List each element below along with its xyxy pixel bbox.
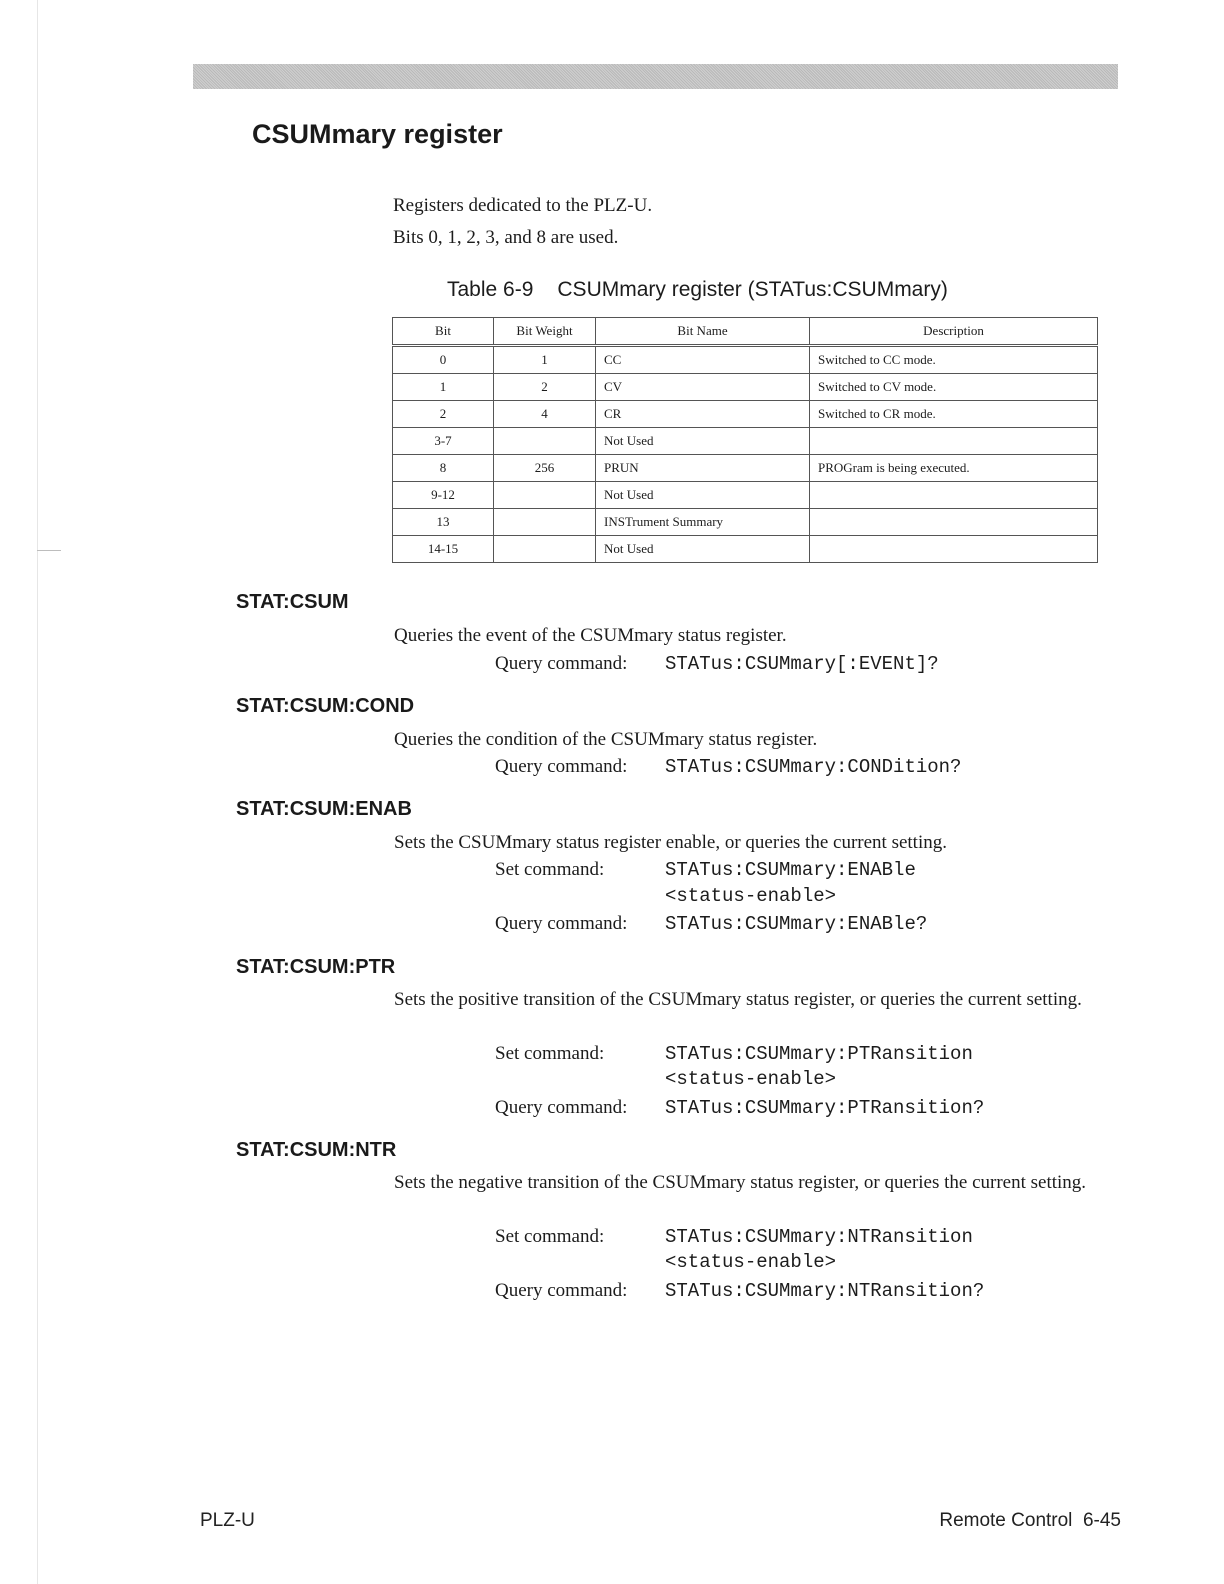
column-header-description: Description <box>810 318 1098 346</box>
cell-bit-name: CR <box>596 401 810 428</box>
cell-bit-name: PRUN <box>596 455 810 482</box>
command-heading-stat-csum-ntr: STAT:CSUM:NTR <box>236 1139 397 1161</box>
command-description: Sets the positive transition of the CSUMmary status register, or queries the current setting. <box>394 989 1082 1010</box>
query-command-row <box>495 753 961 781</box>
register-table <box>392 317 1098 563</box>
query-command-syntax: STATus:CSUMmary:ENABle? <box>665 913 928 935</box>
set-command-label: Set command: <box>495 859 605 880</box>
table-row <box>393 536 1098 563</box>
set-command-syntax: STATus:CSUMmary:PTRansition <box>665 1043 973 1065</box>
command-description: Sets the CSUMmary status register enable, or queries the current setting. <box>394 832 947 853</box>
cell-bit-weight <box>494 482 596 509</box>
cell-bit: 3-7 <box>393 428 494 455</box>
command-heading-stat-csum: STAT:CSUM <box>236 591 349 613</box>
cell-bit-weight: 256 <box>494 455 596 482</box>
command-description: Queries the event of the CSUMmary status register. <box>394 625 787 646</box>
query-command-syntax: STATus:CSUMmary:PTRansition? <box>665 1097 985 1119</box>
binding-margin-line <box>37 0 38 1584</box>
cell-bit-weight: 2 <box>494 374 596 401</box>
cell-bit: 0 <box>393 346 494 374</box>
set-command-parameter: <status-enable> <box>665 1068 837 1090</box>
table-row <box>393 482 1098 509</box>
query-command-row <box>495 910 927 938</box>
table-row <box>393 509 1098 536</box>
cell-bit-name: Not Used <box>596 428 810 455</box>
cell-bit-name: CV <box>596 374 810 401</box>
cell-bit: 9-12 <box>393 482 494 509</box>
binding-margin-tick <box>37 550 61 551</box>
set-command-label: Set command: <box>495 1226 605 1247</box>
cell-description <box>810 509 1098 536</box>
cell-bit-weight: 4 <box>494 401 596 428</box>
section-title: CSUMmary register <box>252 119 503 149</box>
query-command-label: Query command: <box>495 913 628 934</box>
cell-bit-weight: 1 <box>494 346 596 374</box>
cell-bit: 8 <box>393 455 494 482</box>
table-row <box>393 346 1098 374</box>
column-header-bit-name: Bit Name <box>596 318 810 346</box>
cell-description <box>810 536 1098 563</box>
cell-bit-weight <box>494 536 596 563</box>
table-row <box>393 401 1098 428</box>
cell-description: PROGram is being executed. <box>810 455 1098 482</box>
table-header-row <box>393 318 1098 346</box>
cell-description: Switched to CV mode. <box>810 374 1098 401</box>
set-command-row <box>495 1040 973 1068</box>
query-command-label: Query command: <box>495 653 628 674</box>
table-number: Table 6-9 <box>447 278 534 301</box>
cell-description: Switched to CR mode. <box>810 401 1098 428</box>
cell-bit-name: INSTrument Summary <box>596 509 810 536</box>
command-heading-stat-csum-enab: STAT:CSUM:ENAB <box>236 798 412 820</box>
set-command-parameter: <status-enable> <box>665 885 837 907</box>
set-command-label: Set command: <box>495 1043 605 1064</box>
set-command-parameter: <status-enable> <box>665 1251 837 1273</box>
cell-bit-name: CC <box>596 346 810 374</box>
intro-line: Registers dedicated to the PLZ-U. <box>393 195 653 216</box>
cell-bit-name: Not Used <box>596 536 810 563</box>
intro-line: Bits 0, 1, 2, 3, and 8 are used. <box>393 227 619 248</box>
cell-bit: 1 <box>393 374 494 401</box>
query-command-syntax: STATus:CSUMmary[:EVENt]? <box>665 653 939 675</box>
query-command-row <box>495 1277 984 1305</box>
set-command-syntax: STATus:CSUMmary:NTRansition <box>665 1226 973 1248</box>
cell-bit: 13 <box>393 509 494 536</box>
cell-description: Switched to CC mode. <box>810 346 1098 374</box>
query-command-syntax: STATus:CSUMmary:CONDition? <box>665 756 962 778</box>
set-command-row <box>495 856 916 884</box>
command-description: Sets the negative transition of the CSUMmary status register, or queries the current setting. <box>394 1172 1087 1193</box>
cell-bit: 14-15 <box>393 536 494 563</box>
footer-page-number: Remote Control 6-45 <box>939 1510 1121 1531</box>
cell-description <box>810 428 1098 455</box>
query-command-syntax: STATus:CSUMmary:NTRansition? <box>665 1280 985 1302</box>
set-command-syntax: STATus:CSUMmary:ENABle <box>665 859 916 881</box>
column-header-bit: Bit <box>393 318 494 346</box>
cell-bit: 2 <box>393 401 494 428</box>
query-command-row <box>495 650 939 678</box>
table-caption <box>447 278 948 302</box>
command-heading-stat-csum-cond: STAT:CSUM:COND <box>236 695 415 717</box>
footer-product-name: PLZ-U <box>200 1510 255 1531</box>
table-row <box>393 428 1098 455</box>
query-command-label: Query command: <box>495 1097 628 1118</box>
query-command-row <box>495 1094 984 1122</box>
header-bar <box>193 64 1118 89</box>
query-command-label: Query command: <box>495 1280 628 1301</box>
table-row <box>393 374 1098 401</box>
cell-description <box>810 482 1098 509</box>
cell-bit-weight <box>494 428 596 455</box>
intro-text <box>393 190 652 254</box>
cell-bit-weight <box>494 509 596 536</box>
table-title: CSUMmary register (STATus:CSUMmary) <box>557 278 948 301</box>
query-command-label: Query command: <box>495 756 628 777</box>
cell-bit-name: Not Used <box>596 482 810 509</box>
column-header-bit-weight: Bit Weight <box>494 318 596 346</box>
table-row <box>393 455 1098 482</box>
command-heading-stat-csum-ptr: STAT:CSUM:PTR <box>236 956 396 978</box>
command-description: Queries the condition of the CSUMmary status register. <box>394 729 818 750</box>
set-command-row <box>495 1223 973 1251</box>
